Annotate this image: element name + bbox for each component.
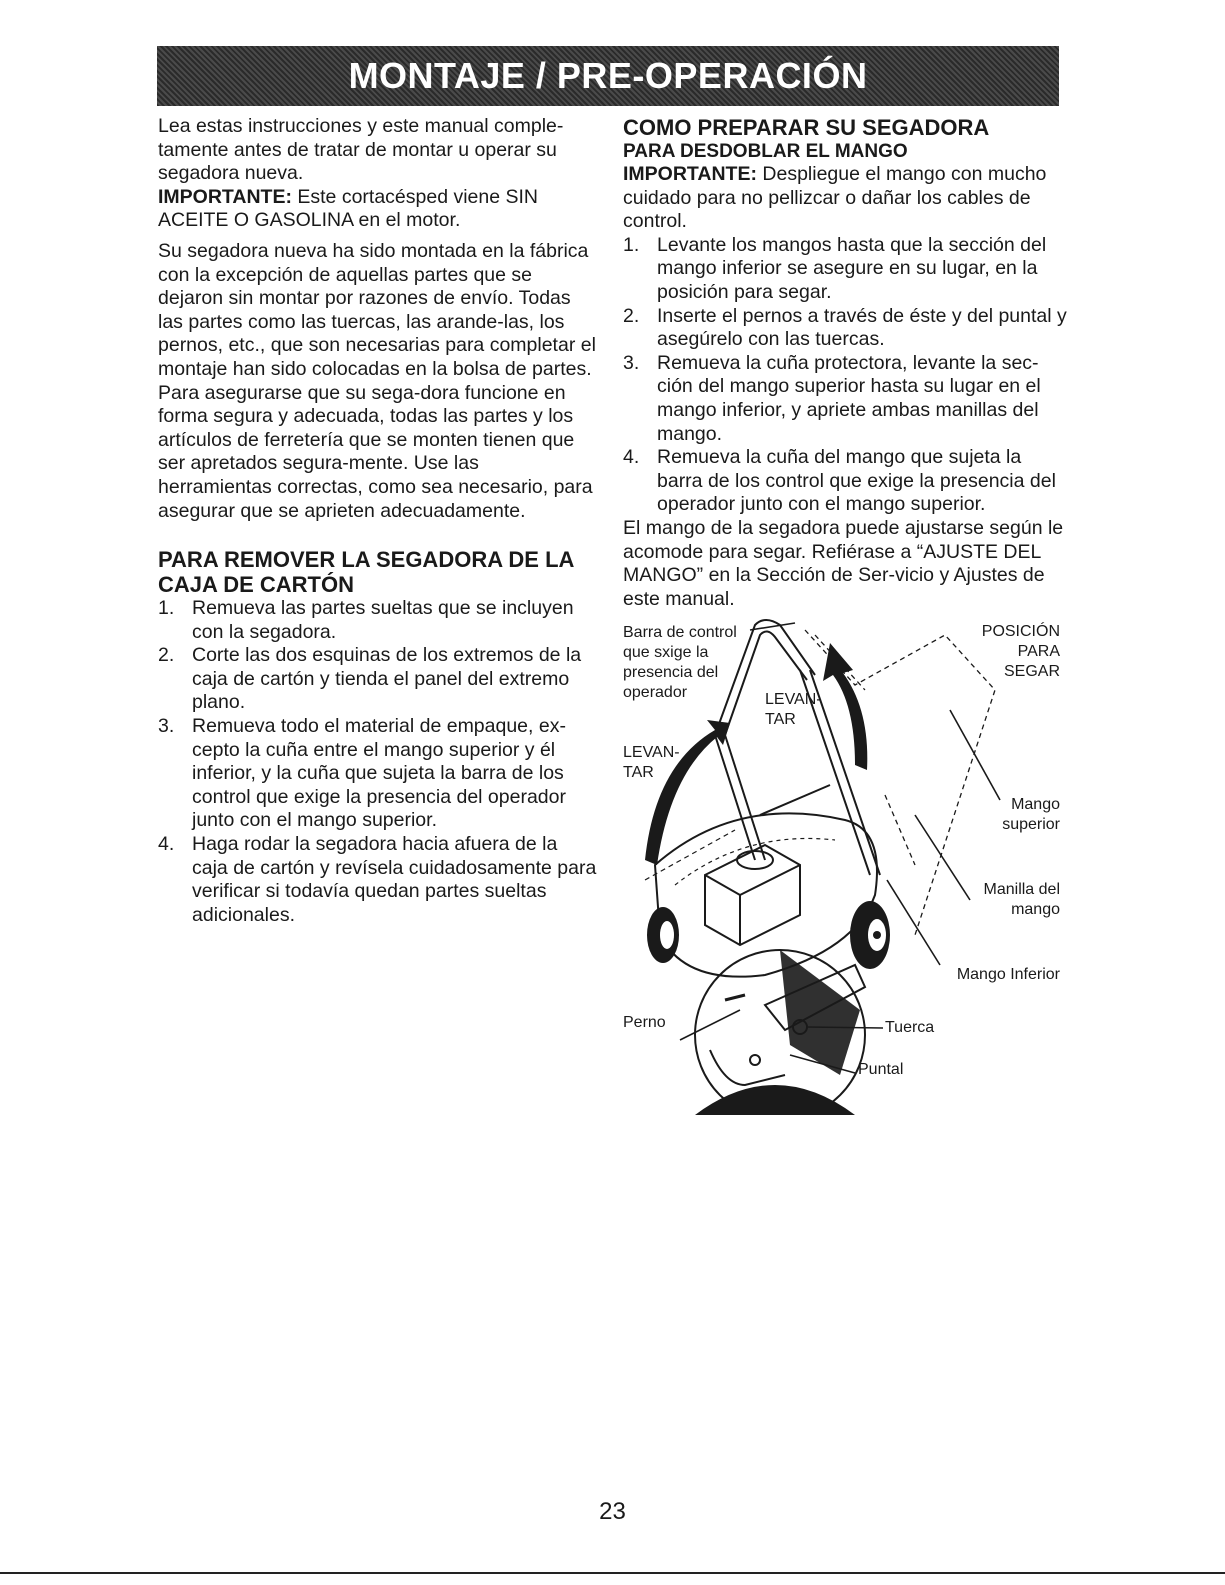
list-item xyxy=(623,234,1068,305)
step-text: Remueva la cuña del mango que sujeta la barra de los control que exige la presencia del operador junto con el mango superior. xyxy=(657,446,1056,516)
label-lift-right: LEVAN- TAR xyxy=(765,691,822,728)
label-mowing-position: POSICIÓN PARA SEGAR xyxy=(981,623,1060,680)
remove-heading: PARA REMOVER LA SEGADORA DE LA CAJA DE CARTÓN xyxy=(158,547,574,598)
section-banner xyxy=(157,46,1059,106)
list-item xyxy=(158,715,598,833)
step-number: 1. xyxy=(158,597,175,620)
important-text: Este cortacésped viene SIN ACEITE O GASOLINA en el motor. xyxy=(158,185,539,232)
label-nut: Tuerca xyxy=(885,1019,935,1036)
label-bolt: Perno xyxy=(623,1014,666,1031)
leader-bolt xyxy=(680,1010,740,1040)
list-item xyxy=(158,597,598,644)
important-note xyxy=(158,186,598,233)
step-text: Haga rodar la segadora hacia afuera de la caja de cartón y revísela cuidadosamente para verificar si todavía quedan partes sueltas adicionales. xyxy=(192,833,597,926)
unfold-steps xyxy=(623,234,1068,517)
lift-arrow-right xyxy=(823,643,867,770)
label-upper-handle: Mango superior xyxy=(1002,796,1060,833)
remove-steps xyxy=(158,597,598,927)
label-control-bar: Barra de control que sxige la presencia del operador xyxy=(623,624,737,701)
step-number: 3. xyxy=(623,351,640,374)
step-number: 3. xyxy=(158,715,175,738)
list-item xyxy=(623,446,1068,517)
leader-upper-handle xyxy=(950,710,1000,800)
step-text: Corte las dos esquinas de los extremos de la caja de cartón y tienda el panel del extremo plano. xyxy=(192,644,582,714)
step-text: Levante los mangos hasta que la sección del mango inferior se asegure en su lugar, en la posición para segar. xyxy=(657,233,1047,303)
bottom-rule xyxy=(0,1572,1225,1574)
mower-deck xyxy=(655,813,877,976)
right-column xyxy=(623,115,1068,611)
list-item xyxy=(158,644,598,715)
body-paragraph: Su segadora nueva ha sido montada en la fábrica con la excepción de aquellas partes que se dejaron sin montar por razones de envío. Todas las partes como las tuercas, las arande-las, los pernos, etc., que son necesarias para completar el montaje han sido colocadas en la bolsa de partes. Para asegurarse que su sega-dora funcione en forma segura y adecuada, todas las partes y los artículos de ferretería que se monten tienen que ser apretados segura-mente. Use las herramientas correctas, como sea necesario, para asegurar que se aprieten adecuadamente. xyxy=(158,239,596,522)
detail-wheel xyxy=(695,1085,855,1115)
engine-block xyxy=(705,845,800,945)
step-number: 4. xyxy=(158,833,175,856)
leader-lower-handle xyxy=(887,880,940,965)
step-number: 2. xyxy=(623,304,640,327)
label-lower-handle: Mango Inferior xyxy=(956,966,1060,983)
unfold-subheading: PARA DESDOBLAR EL MANGO xyxy=(623,141,908,162)
important-text: Despliegue el mango con mucho cuidado para no pellizcar o dañar los cables de control. xyxy=(623,163,1047,233)
step-number: 1. xyxy=(623,233,640,256)
leader-nut xyxy=(807,1027,883,1028)
section-title: MONTAJE / PRE-OPERACIÓN xyxy=(348,55,868,96)
label-strut: Puntal xyxy=(858,1061,904,1078)
list-item xyxy=(158,833,598,927)
list-item xyxy=(623,352,1068,446)
step-text: Remueva todo el material de empaque, ex-cepto la cuña entre el mango superior y él inferior, y la cuña que sujeta la barra de los control que exige la presencia del operador junto con el mango superior. xyxy=(192,715,566,832)
step-text: Remueva las partes sueltas que se incluyen con la segadora. xyxy=(192,597,574,643)
important-label: IMPORTANTE: xyxy=(158,185,292,208)
step-text: Remueva la cuña protectora, levante la sec-ción del mango superior hasta su lugar en el mango inferior, y apriete ambas manillas del mango. xyxy=(657,351,1041,445)
important-note xyxy=(623,163,1068,234)
left-column xyxy=(158,115,598,927)
label-handle-knob: Manilla del mango xyxy=(983,881,1060,918)
prepare-heading: COMO PREPARAR SU SEGADORA xyxy=(623,115,990,140)
list-item xyxy=(623,305,1068,352)
page-number: 23 xyxy=(599,1498,626,1525)
step-text: Inserte el pernos a través de éste y del puntal y asegúrelo con las tuercas. xyxy=(657,304,1067,351)
closing-paragraph: El mango de la segadora puede ajustarse según le acomode para segar. Refiérase a “AJUSTE DEL MANGO” en la Sección de Ser-vicio y Ajustes de este manual. xyxy=(623,516,1064,610)
step-number: 2. xyxy=(158,644,175,667)
mower-handle-figure xyxy=(615,615,1075,1115)
intro-paragraph: Lea estas instrucciones y este manual comple-tamente antes de tratar de montar u operar su segadora nueva. xyxy=(158,115,564,185)
step-number: 4. xyxy=(623,446,640,469)
important-label: IMPORTANTE: xyxy=(623,163,757,185)
label-lift-left: LEVAN- TAR xyxy=(623,744,680,781)
